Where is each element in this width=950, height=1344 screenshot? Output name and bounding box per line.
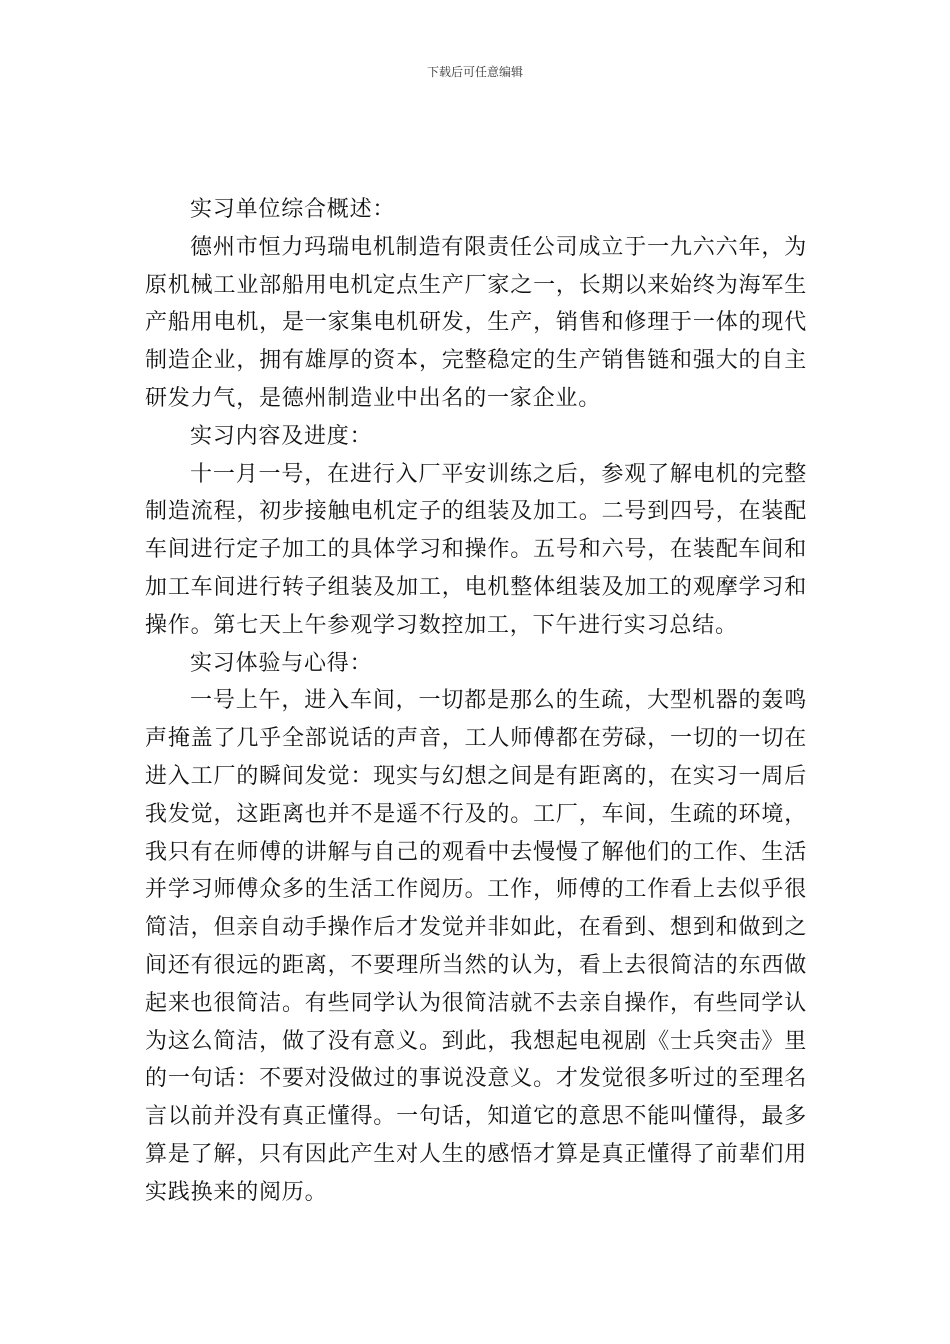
section-heading-overview: 实习单位综合概述： [190, 197, 396, 222]
paragraph-content-progress: 十一月一号，在进行入厂平安训练之后，参观了解电机的完整制造流程，初步接触电机定子的组装及加工。二号到四号，在装配车间进行定子加工的具体学习和操作。五号和六号，在装配车间和加工车间进行转子组装及加工，电机整体组装及加工的观摩学习和操作。第七天上午参观学习数控加工，下午进行实习总结。 [145, 461, 807, 638]
document-body [145, 191, 807, 1212]
paragraph-experience: 一号上午，进入车间，一切都是那么的生疏，大型机器的轰鸣声掩盖了几乎全部说话的声音，工人师傅都在劳碌，一切的一切在进入工厂的瞬间发觉：现实与幻想之间是有距离的，在实习一周后我发觉，这距离也并不是遥不行及的。工厂，车间，生疏的环境，我只有在师傅的讲解与自己的观看中去慢慢了解他们的工作、生活并学习师傅众多的生活工作阅历。工作，师傅的工作看上去似乎很简洁，但亲自动手操作后才发觉并非如此，在看到、想到和做到之间还有很远的距离，不要理所当然的认为，看上去很简洁的东西做起来也很简洁。有些同学认为很简洁就不去亲自操作，有些同学认为这么简洁，做了没有意义。到此，我想起电视剧《士兵突击》里的一句话：不要对没做过的事说没意义。才发觉很多听过的至理名言以前并没有真正懂得。一句话，知道它的意思不能叫懂得，最多算是了解，只有因此产生对人生的感悟才算是真正懂得了前辈们用实践换来的阅历。 [145, 688, 807, 1205]
section-heading-experience: 实习体验与心得： [190, 650, 373, 676]
paragraph-company-overview: 德州市恒力玛瑞电机制造有限责任公司成立于一九六六年，为原机械工业部船用电机定点生产厂家之一，长期以来始终为海军生产船用电机，是一家集电机研发，生产，销售和修理于一体的现代制造企业，拥有雄厚的资本，完整稳定的生产销售链和强大的自主研发力气，是德州制造业中出名的一家企业。 [145, 234, 807, 411]
section-heading-content-progress: 实习内容及进度： [190, 423, 373, 449]
page-header-note: 下载后可任意编辑 [426, 65, 523, 79]
